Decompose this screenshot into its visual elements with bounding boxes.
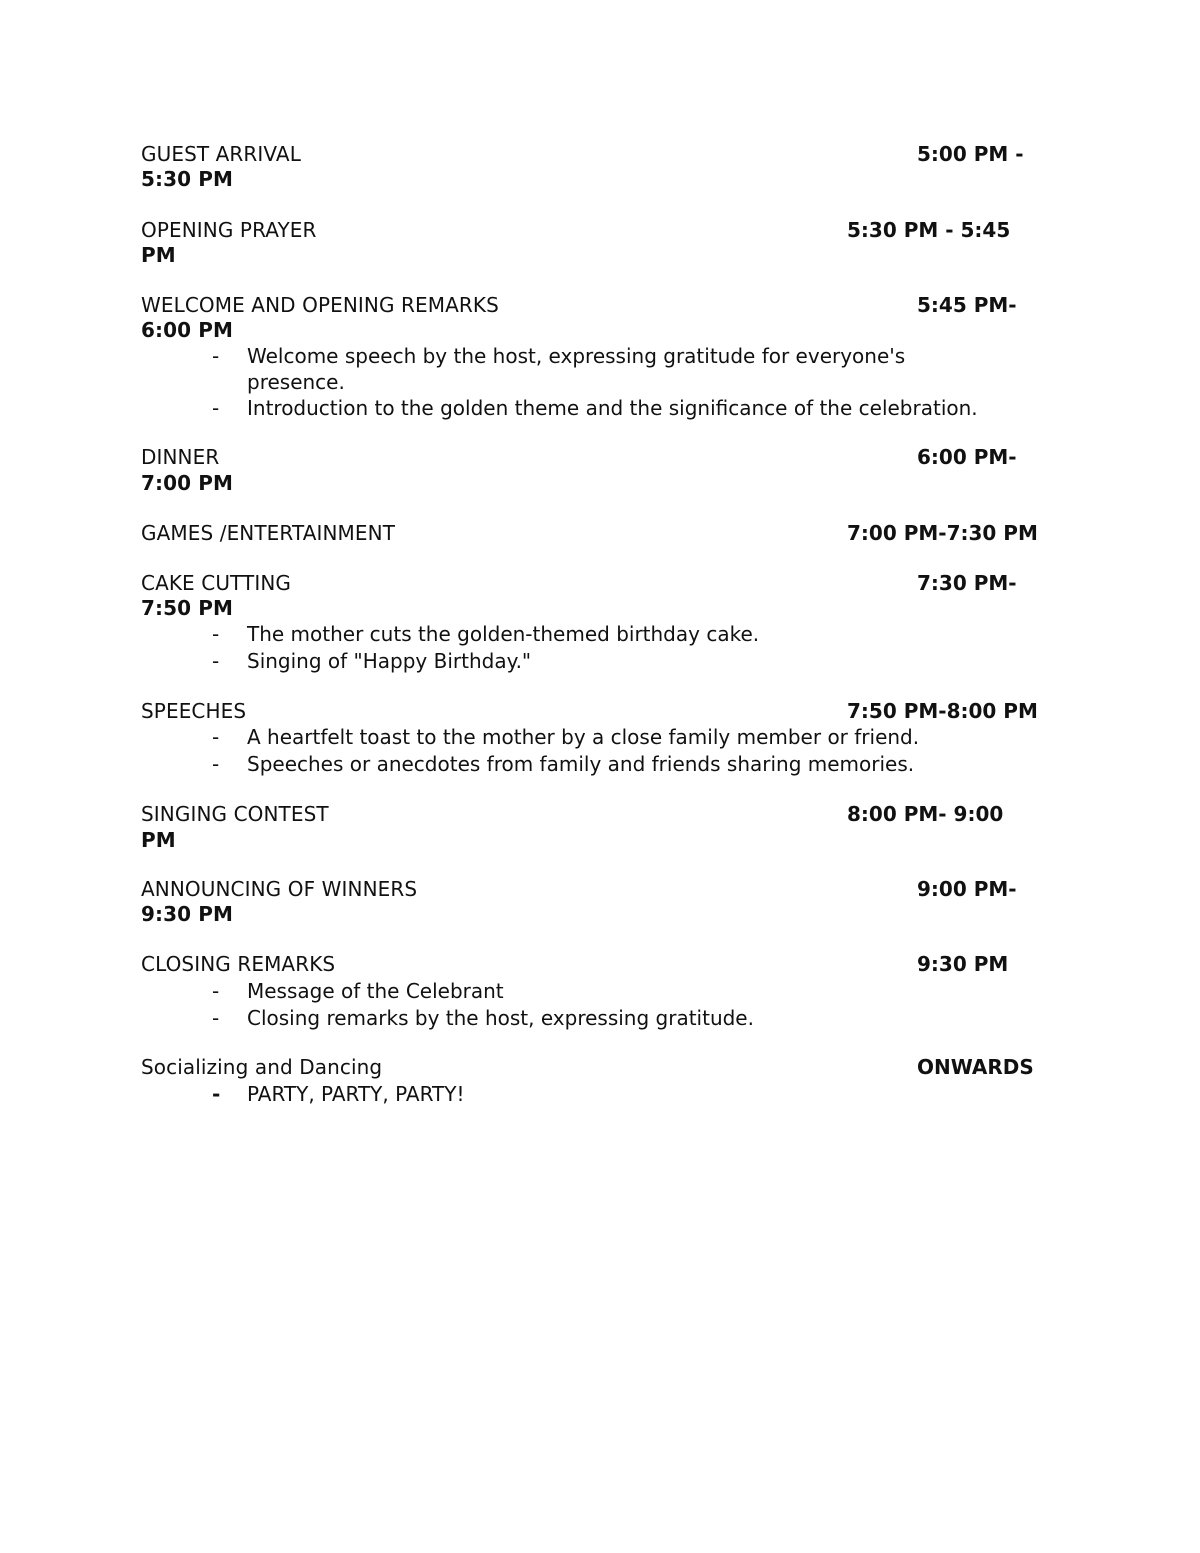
item-title-socializing: Socializing and Dancing [141, 1055, 383, 1079]
bullet-dash: - [212, 649, 220, 673]
item-time-cont: PM [141, 243, 176, 267]
bullet-text: A heartfelt toast to the mother by a close family member or friend. [247, 725, 920, 749]
item-time-cont: 7:00 PM [141, 471, 233, 495]
item-time-dinner: 6:00 PM- [917, 445, 1017, 469]
bullet-text: Welcome speech by the host, expressing gratitude for everyone's [247, 344, 906, 368]
item-time-closing: 9:30 PM [917, 952, 1009, 976]
bullet-text: The mother cuts the golden-themed birthday cake. [247, 622, 760, 646]
item-title-cake-cutting: CAKE CUTTING [141, 571, 291, 595]
bullet-text: Singing of "Happy Birthday." [247, 649, 532, 673]
item-title-closing: CLOSING REMARKS [141, 952, 336, 976]
item-title-games: GAMES /ENTERTAINMENT [141, 521, 396, 545]
item-title-welcome: WELCOME AND OPENING REMARKS [141, 293, 499, 317]
bullet-dash: - [212, 752, 220, 776]
item-time-cont: PM [141, 828, 176, 852]
item-time-cont: 6:00 PM [141, 318, 233, 342]
bullet-dash: - [212, 344, 220, 368]
bullet-text: Introduction to the golden theme and the significance of the celebration. [247, 396, 978, 420]
item-time-cont: 7:50 PM [141, 596, 233, 620]
item-title-singing-contest: SINGING CONTEST [141, 802, 329, 826]
bullet-dash: - [212, 396, 220, 420]
item-title-dinner: DINNER [141, 445, 220, 469]
bullet-text: PARTY, PARTY, PARTY! [247, 1082, 465, 1106]
item-title-guest-arrival: GUEST ARRIVAL [141, 142, 301, 166]
item-time-winners: 9:00 PM- [917, 877, 1017, 901]
bullet-dash: - [212, 725, 220, 749]
bullet-dash: - [212, 979, 220, 1003]
item-time-guest-arrival: 5:00 PM - [917, 142, 1024, 166]
bullet-dash: - [212, 1082, 221, 1106]
item-title-winners: ANNOUNCING OF WINNERS [141, 877, 418, 901]
bullet-text: Closing remarks by the host, expressing gratitude. [247, 1006, 754, 1030]
item-time-singing-contest: 8:00 PM- 9:00 [847, 802, 1004, 826]
bullet-dash: - [212, 622, 220, 646]
item-time-cont: 9:30 PM [141, 902, 233, 926]
item-time-socializing: ONWARDS [917, 1055, 1034, 1079]
item-time-speeches: 7:50 PM-8:00 PM [847, 699, 1038, 723]
item-time-cont: 5:30 PM [141, 167, 233, 191]
item-time-welcome: 5:45 PM- [917, 293, 1017, 317]
item-time-cake-cutting: 7:30 PM- [917, 571, 1017, 595]
item-time-opening-prayer: 5:30 PM - 5:45 [847, 218, 1011, 242]
bullet-text: presence. [247, 370, 345, 394]
bullet-dash: - [212, 1006, 220, 1030]
bullet-text: Speeches or anecdotes from family and friends sharing memories. [247, 752, 915, 776]
item-title-opening-prayer: OPENING PRAYER [141, 218, 317, 242]
item-time-games: 7:00 PM-7:30 PM [847, 521, 1038, 545]
item-title-speeches: SPEECHES [141, 699, 247, 723]
bullet-text: Message of the Celebrant [247, 979, 504, 1003]
